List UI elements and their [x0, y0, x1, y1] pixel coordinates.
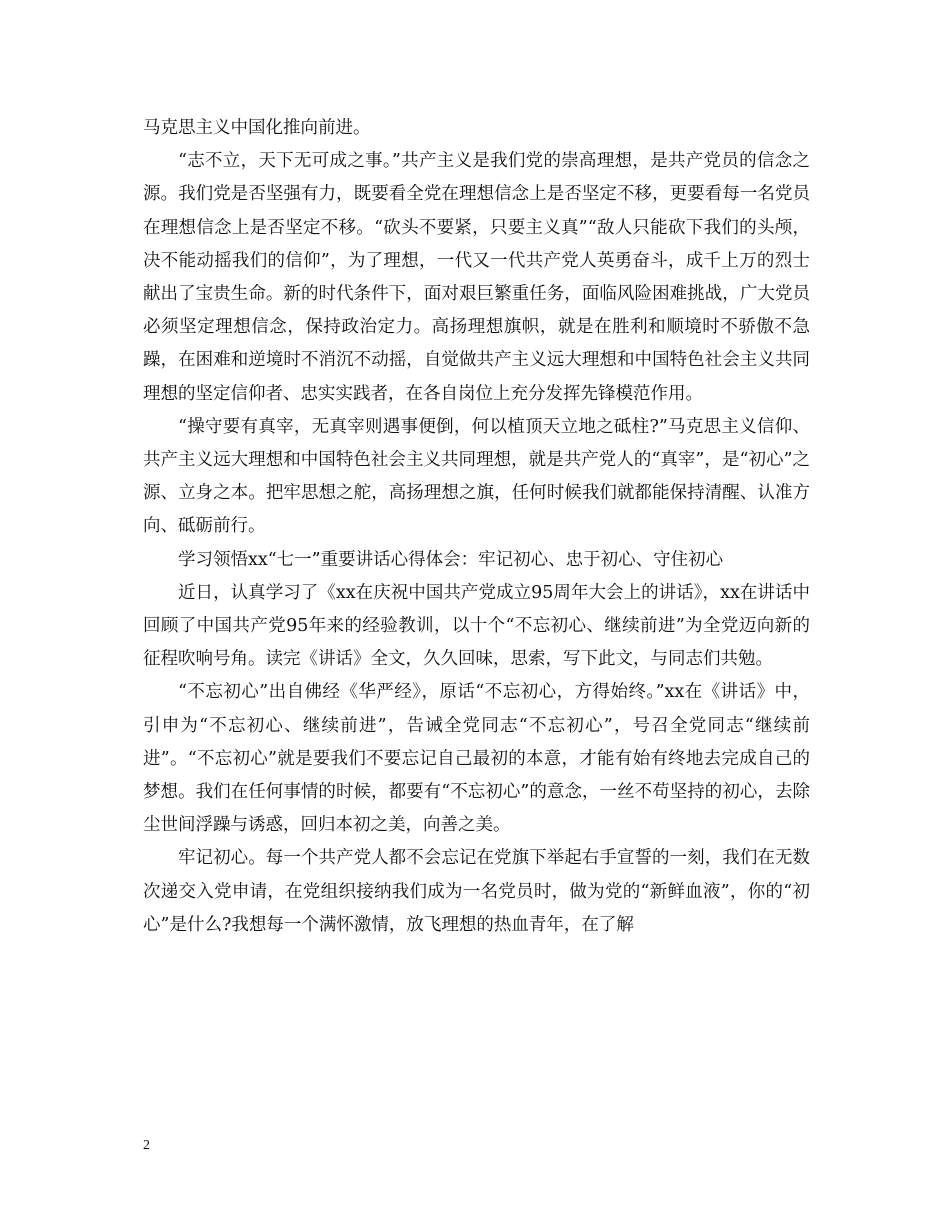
- paragraph-integrity: “操守要有真宰，无真宰则遇事便倒，何以植顶天立地之砥柱?”马克思主义信仰、共产主义远大理想和中国特色社会主义共同理想，就是共产党人的“真宰”，是“初心”之源、立身之本。把牢思想之舵，高扬理想之旗，任何时候我们就都能保持清醒、认准方向、砥砺前行。: [143, 416, 810, 537]
- paragraph-intro: 近日，认真学习了《xx在庆祝中国共产党成立95周年大会上的讲话》，xx在讲话中回顾了中国共产党95年来的经验教训，以十个“不忘初心、继续前进”为全党迈向新的征程吹响号角。读完《讲话》全文，久久回味，思索，写下此文，与同志们共勉。: [143, 582, 810, 670]
- paragraph-continuation: 马克思主义中国化推向前进。: [143, 118, 371, 138]
- paragraph-original-intention: “不忘初心”出自佛经《华严经》，原话“不忘初心，方得始终。”xx在《讲话》中，引申为“不忘初心、继续前进”，告诫全党同志“不忘初心”，号召全党同志“继续前进”。“不忘初心”就是要我们不要忘记自己最初的本意，才能有始有终地去完成自己的梦想。我们在任何事情的时候，都要有“不忘初心”的意念，一丝不苟坚持的初心，去除尘世间浮躁与诱惑，回归本初之美，向善之美。: [143, 682, 810, 836]
- section-heading: 学习领悟xx“七一”重要讲话心得体会：牢记初心、忠于初心、守住初心: [178, 549, 724, 570]
- document-body: [143, 112, 810, 942]
- page-number: 2: [143, 1138, 150, 1153]
- paragraph-remember: 牢记初心。每一个共产党人都不会忘记在党旗下举起右手宣誓的一刻，我们在无数次递交入党申请，在党组织接纳我们成为一名党员时，做为党的“新鲜血液”，你的“初心”是什么?我想每一个满怀激情，放飞理想的热血青年，在了解: [143, 848, 810, 935]
- paragraph-ideals: “志不立，天下无可成之事。”共产主义是我们党的崇高理想，是共产党员的信念之源。我们党是否坚强有力，既要看全党在理想信念上是否坚定不移，更要看每一名党员在理想信念上是否坚定不移。“砍头不要紧，只要主义真”“敌人只能砍下我们的头颅，决不能动摇我们的信仰”，为了理想，一代又一代共产党人英勇奋斗，成千上万的烈士献出了宝贵生命。新的时代条件下，面对艰巨繁重任务，面临风险困难挑战，广大党员必须坚定理想信念，保持政治定力。高扬理想旗帜，就是在胜利和顺境时不骄傲不急躁，在困难和逆境时不消沉不动摇，自觉做共产主义远大理想和中国特色社会主义共同理想的坚定信仰者、忠实实践者，在各自岗位上充分发挥先锋模范作用。: [143, 151, 810, 404]
